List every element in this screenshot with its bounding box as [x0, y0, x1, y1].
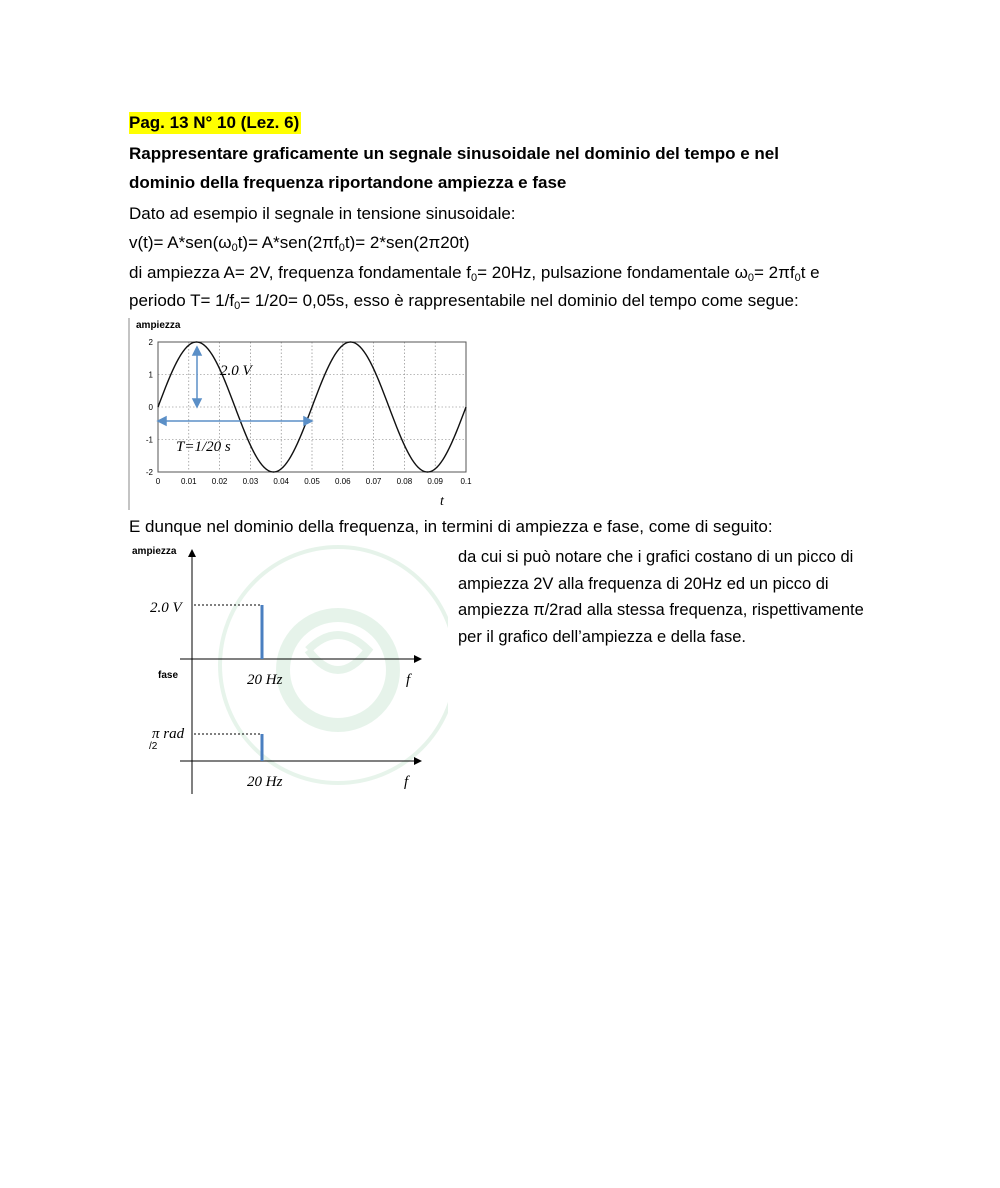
amplitude-freq-label: 20 Hz	[247, 672, 283, 688]
period-annotation: T=1/20 s	[176, 439, 231, 455]
y-tick-label: 1	[148, 370, 153, 380]
y-tick-label: -2	[145, 468, 153, 477]
x-tick-label: 0.09	[427, 477, 443, 486]
x-tick-label: 0.08	[396, 477, 413, 486]
x-tick-label: 0.01	[181, 477, 197, 486]
time-chart-ylabel: ampiezza	[136, 320, 181, 331]
time-domain-chart	[128, 314, 473, 512]
description-line-2: periodo $T= 1/f_0= 1/20= 0,05s$, esso è rappresentabile nel dominio del tempo come segue:	[129, 291, 799, 312]
x-tick-label: 0	[155, 477, 161, 486]
y-tick-label: 0	[148, 403, 153, 412]
phase-axis-label: f	[404, 774, 409, 790]
amplitude-annotation: 2.0 V	[220, 363, 252, 379]
time-chart-xlabel: t	[440, 494, 444, 509]
time-chart-ticks	[146, 338, 472, 486]
period-arrow	[158, 417, 312, 425]
amplitude-x-arrowhead	[414, 655, 422, 663]
x-tick-label: 0.06	[335, 477, 351, 486]
x-tick-label: 0.07	[365, 477, 382, 486]
phase-value-label-pi: π rad	[152, 726, 185, 742]
title-line-2: dominio della frequenza riportandone ampiezza e fase	[129, 173, 567, 192]
y-tick-label: 2	[148, 338, 153, 347]
frequency-domain-chart	[128, 540, 448, 802]
amplitude-axis-label: f	[406, 672, 411, 688]
conclusion-text: da cui si può notare che i grafici costano di un picco di ampiezza 2V alla frequenza di 20Hz ed un picco di ampiezza π/2rad alla stessa frequenza, rispettivamente per il grafico dell’ampiezza e della fase.	[458, 548, 864, 646]
phase-value-label-den: /2	[149, 741, 158, 752]
title-line-1: Rappresentare graficamente un segnale sinusoidale nel dominio del tempo e nel	[129, 144, 779, 163]
x-tick-label: 0.04	[273, 477, 289, 486]
phase-x-arrowhead	[414, 757, 422, 765]
phase-chart-label: fase	[158, 670, 179, 681]
y-axis-arrowhead	[188, 549, 196, 557]
watermark-logo	[220, 547, 448, 783]
description-line-1: di ampiezza A= 2V, frequenza fondamentale $f_0= 20Hz$, pulsazione fondamentale $\omega_0= 2\pi f_0t$ e	[129, 263, 820, 284]
exercise-reference: Pag. 13 N° 10 (Lez. 6)	[129, 113, 300, 132]
amplitude-value-label: 2.0 V	[150, 600, 182, 616]
x-tick-label: 0.05	[304, 477, 320, 486]
amplitude-chart-label: ampiezza	[132, 546, 177, 557]
formula-line: $v(t)= A*sen(\omega_0t)= A*sen(2\pi f_0t)= 2*sen(2\pi 20t)$	[129, 233, 470, 254]
x-tick-label: 0.03	[242, 477, 259, 486]
frequency-intro: E dunque nel dominio della frequenza, in termini di ampiezza e fase, come di seguito:	[129, 517, 773, 536]
x-tick-label: 0.1	[460, 477, 472, 486]
amplitude-arrow	[193, 347, 201, 407]
y-tick-label: -1	[145, 435, 153, 445]
intro-text: Dato ad esempio il segnale in tensione sinusoidale:	[129, 204, 516, 223]
x-tick-label: 0.02	[211, 477, 228, 486]
phase-freq-label: 20 Hz	[247, 774, 283, 790]
